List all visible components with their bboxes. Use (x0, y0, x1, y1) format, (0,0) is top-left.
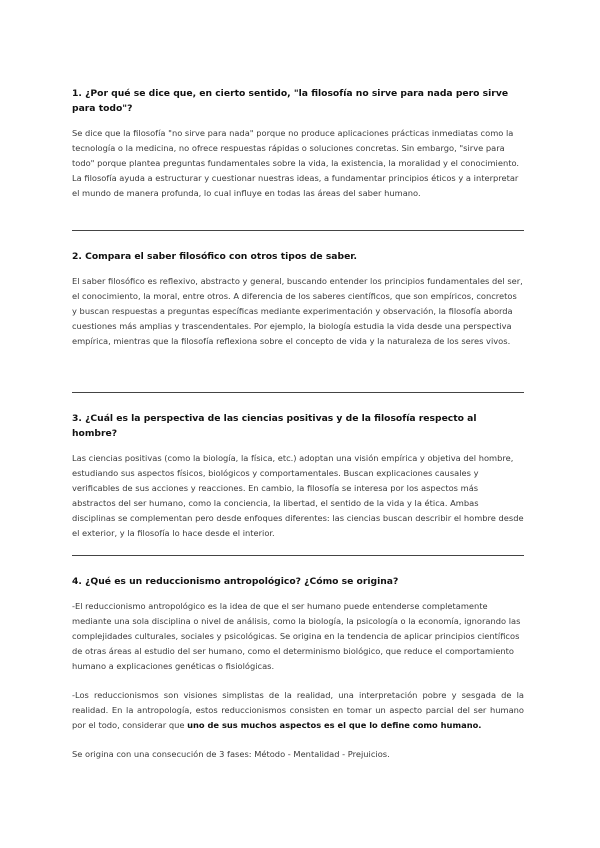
section-4 (72, 574, 524, 762)
section-3 (72, 411, 524, 541)
divider (72, 392, 524, 393)
question-2: 2. Compara el saber filosófico con otros tipos de saber. (72, 251, 358, 262)
question-3: 3. ¿Cuál es la perspectiva de las ciencias positivas y de la filosofía respecto al hombre? (72, 413, 477, 439)
divider (72, 555, 524, 556)
section-1 (72, 86, 524, 201)
answer-3: Las ciencias positivas (como la biología, la física, etc.) adoptan una visión empírica y objetiva del hombre, estudiando sus aspectos físicos, biológicos y comportamentales. Buscan explicaciones causales y verificables de sus acciones y reacciones. En cambio, la filosofía se interesa por los aspectos más abstractos del ser humano, como la conciencia, la libertad, el sentido de la vida y la ética. Ambas disciplinas se complementan pero desde enfoques diferentes: las ciencias buscan describir el hombre desde el exterior, y la filosofía lo hace desde el interior. (72, 453, 524, 538)
answer-4-paragraph-1: -El reduccionismo antropológico es la idea de que el ser humano puede entenderse completamente mediante una sola disciplina o nivel de análisis, como la biología, la psicología o la economía, ignorando las complejidades culturales, sociales y psicológicas. Se origina en la tendencia de aplicar principios científicos de otras áreas al estudio del ser humano, como el determinismo biológico, que reduce el comportamiento humano a explicaciones genéticas o fisiológicas. (72, 601, 521, 671)
section-2 (72, 249, 524, 349)
divider (72, 230, 524, 231)
answer-4-paragraph-2-text: -Los reduccionismos son visiones simplistas de la realidad, una interpretación pobre y sesgada de la realidad. En la antropología, estos reduccionismos consisten en tomar un aspecto parcial del ser humano por el todo, considerar que (72, 690, 524, 730)
answer-1: Se dice que la filosofía "no sirve para nada" porque no produce aplicaciones prácticas inmediatas como la tecnología o la medicina, no ofrece respuestas rápidas o soluciones concretas. Sin embargo, "sirve para todo" porque plantea preguntas fundamentales sobre la vida, la existencia, la moralidad y el conocimiento. La filosofía ayuda a estructurar y cuestionar nuestras ideas, a fundamentar principios éticos y a interpretar el mundo de manera profunda, lo cual influye en todas las áreas del saber humano. (72, 128, 520, 198)
answer-4-paragraph-3: Se origina con una consecución de 3 fases: Método - Mentalidad - Prejuicios. (72, 749, 390, 759)
answer-2: El saber filosófico es reflexivo, abstracto y general, buscando entender los principios fundamentales del ser, el conocimiento, la moral, entre otros. A diferencia de los saberes científicos, que son empíricos, concretos y buscan respuestas a preguntas específicas mediante experimentación y observación, la filosofía aborda cuestiones más amplias y trascendentales. Por ejemplo, la biología estudia la vida desde una perspectiva empírica, mientras que la filosofía reflexiona sobre el concepto de vida y la naturaleza de los seres vivos. (72, 276, 523, 346)
answer-4-emphasis: uno de sus muchos aspectos es el que lo define como humano. (187, 720, 482, 730)
question-4: 4. ¿Qué es un reduccionismo antropológico? ¿Cómo se origina? (72, 576, 399, 587)
answer-4-paragraph-2 (72, 688, 524, 733)
question-1: 1. ¿Por qué se dice que, en cierto sentido, "la filosofía no sirve para nada pero sirve para todo"? (72, 88, 509, 114)
